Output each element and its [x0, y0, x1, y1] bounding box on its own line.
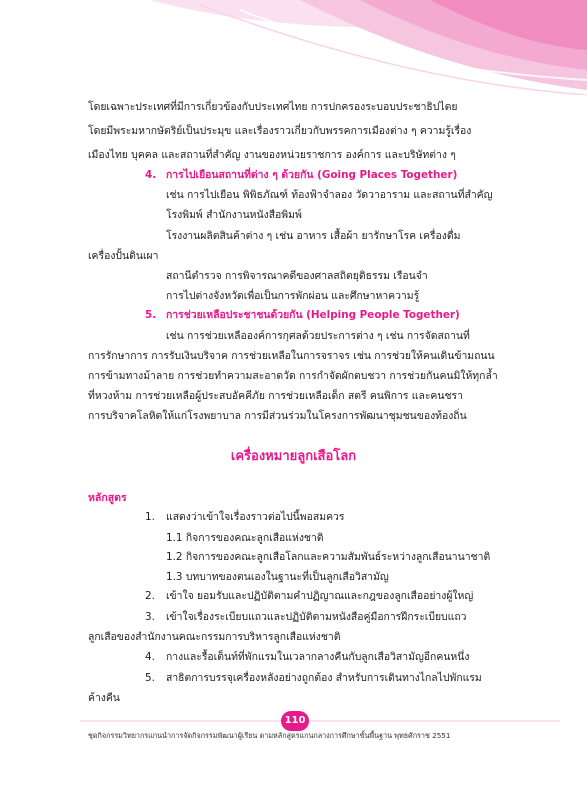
item-heading: การช่วยเหลือประชาชนด้วยกัน (Helping People Together): [166, 309, 460, 321]
list-item: ลูกเสือของสำนักงานคณะกรรมการบริหารลูกเสือแห่งชาติ: [88, 631, 341, 643]
list-item: กางและรื้อเต็นท์ที่พักแรมในเวลากลางคืนกับลูกเสือวิสามัญอีกคนหนึ่ง: [166, 651, 470, 663]
footer-text: ชุดกิจกรรมวิทยากรแกนนำการจัดกิจกรรมพัฒนาผู้เรียน ตามหลักสูตรแกนกลางการศึกษาขั้นพื้นฐาน พุทธศักราช 2551: [88, 731, 451, 740]
item-line: การข้ามทางม้าลาย การช่วยทำความสะอาดวัด การกำจัดผักตบชวา การช่วยกันคนมิให้ทุกล้ำ: [88, 370, 498, 382]
item-line: เช่น การไปเยือน พิพิธภัณฑ์ ท้องฟ้าจำลอง วัดวาอาราม และสถานที่สำคัญ: [166, 189, 493, 201]
item-heading: การไปเยือนสถานที่ต่าง ๆ ด้วยกัน (Going Places Together): [166, 169, 458, 181]
list-number: 1.: [145, 511, 155, 523]
list-item: 1.3 บทบาทของตนเองในฐานะที่เป็นลูกเสือวิสามัญ: [166, 571, 389, 583]
list-item: สาธิตการบรรจุเครื่องหลังอย่างถูกต้อง สำหรับการเดินทางไกลไปพักแรม: [166, 672, 482, 684]
intro-line: เมืองไทย บุคคล และสถานที่สำคัญ งานของหน่วยราชการ องค์การ และบริษัทต่าง ๆ: [88, 149, 456, 161]
list-item: แสดงว่าเข้าใจเรื่องราวต่อไปนี้พอสมควร: [166, 511, 345, 523]
list-number: 2.: [145, 590, 155, 602]
page-number: 110: [281, 711, 309, 731]
list-item: เข้าใจ ยอมรับและปฏิบัติตามคำปฏิญาณและกฎของลูกเสืออย่างผู้ใหญ่: [166, 590, 474, 602]
header-decoration: [0, 0, 587, 95]
list-item: เข้าใจเรื่องระเบียบแถวและปฏิบัติตามหนังสือคู่มือการฝึกระเบียบแถว: [166, 611, 467, 623]
item-number: 5.: [145, 309, 157, 321]
list-item: 1.1 กิจการของคณะลูกเสือแห่งชาติ: [166, 532, 324, 544]
list-number: 3.: [145, 611, 155, 623]
list-number: 4.: [145, 651, 155, 663]
list-number: 5.: [145, 672, 155, 684]
item-line: การรักษาการ การรับเงินบริจาค การช่วยเหลือในการจราจร เช่น การช่วยให้คนเดินข้ามถนน: [88, 350, 495, 362]
list-item: ค้างคืน: [88, 692, 120, 704]
item-line: ที่หวงห้าม การช่วยเหลือผู้ประสบอัคคีภัย การช่วยเหลือเด็ก สตรี คนพิการ และคนชรา: [88, 390, 463, 402]
list-item: 1.2 กิจการของคณะลูกเสือโลกและความสัมพันธ์ระหว่างลูกเสือนานาชาติ: [166, 551, 491, 563]
item-number: 4.: [145, 169, 157, 181]
item-line: การบริจาคโลหิตให้แก่โรงพยาบาล การมีส่วนร่วมในโครงการพัฒนาชุมชนของท้องถิ่น: [88, 410, 467, 422]
intro-line: โดยเฉพาะประเทศที่มีการเกี่ยวข้องกับประเทศไทย การปกครองระบอบประชาธิปไตย: [88, 101, 458, 113]
item-line: โรงพิมพ์ สำนักงานหนังสือพิมพ์: [166, 209, 302, 221]
item-line: สถานีตำรวจ การพิจารณาคดีของศาลสถิตยุติธรรม เรือนจำ: [166, 270, 428, 282]
intro-line: โดยมีพระมหากษัตริย์เป็นประมุข และเรื่องราวเกี่ยวกับพรรคการเมืองต่าง ๆ ความรู้เรื่อง: [88, 125, 472, 137]
item-line: โรงงานผลิตสินค้าต่าง ๆ เช่น อาหาร เสื้อผ้า ยารักษาโรค เครื่องดื่ม: [166, 230, 461, 242]
section-title: เครื่องหมายลูกเสือโลก: [230, 449, 357, 464]
item-line: เช่น การช่วยเหลือองค์การกุศลด้วยประการต่าง ๆ เช่น การจัดสถานที่: [166, 330, 470, 342]
item-line: การไปต่างจังหวัดเพื่อเป็นการพักผ่อน และศึกษาหาความรู้: [166, 290, 420, 302]
section-subtitle: หลักสูตร: [88, 492, 127, 504]
item-line: เครื่องปั้นดินเผา: [88, 250, 159, 262]
